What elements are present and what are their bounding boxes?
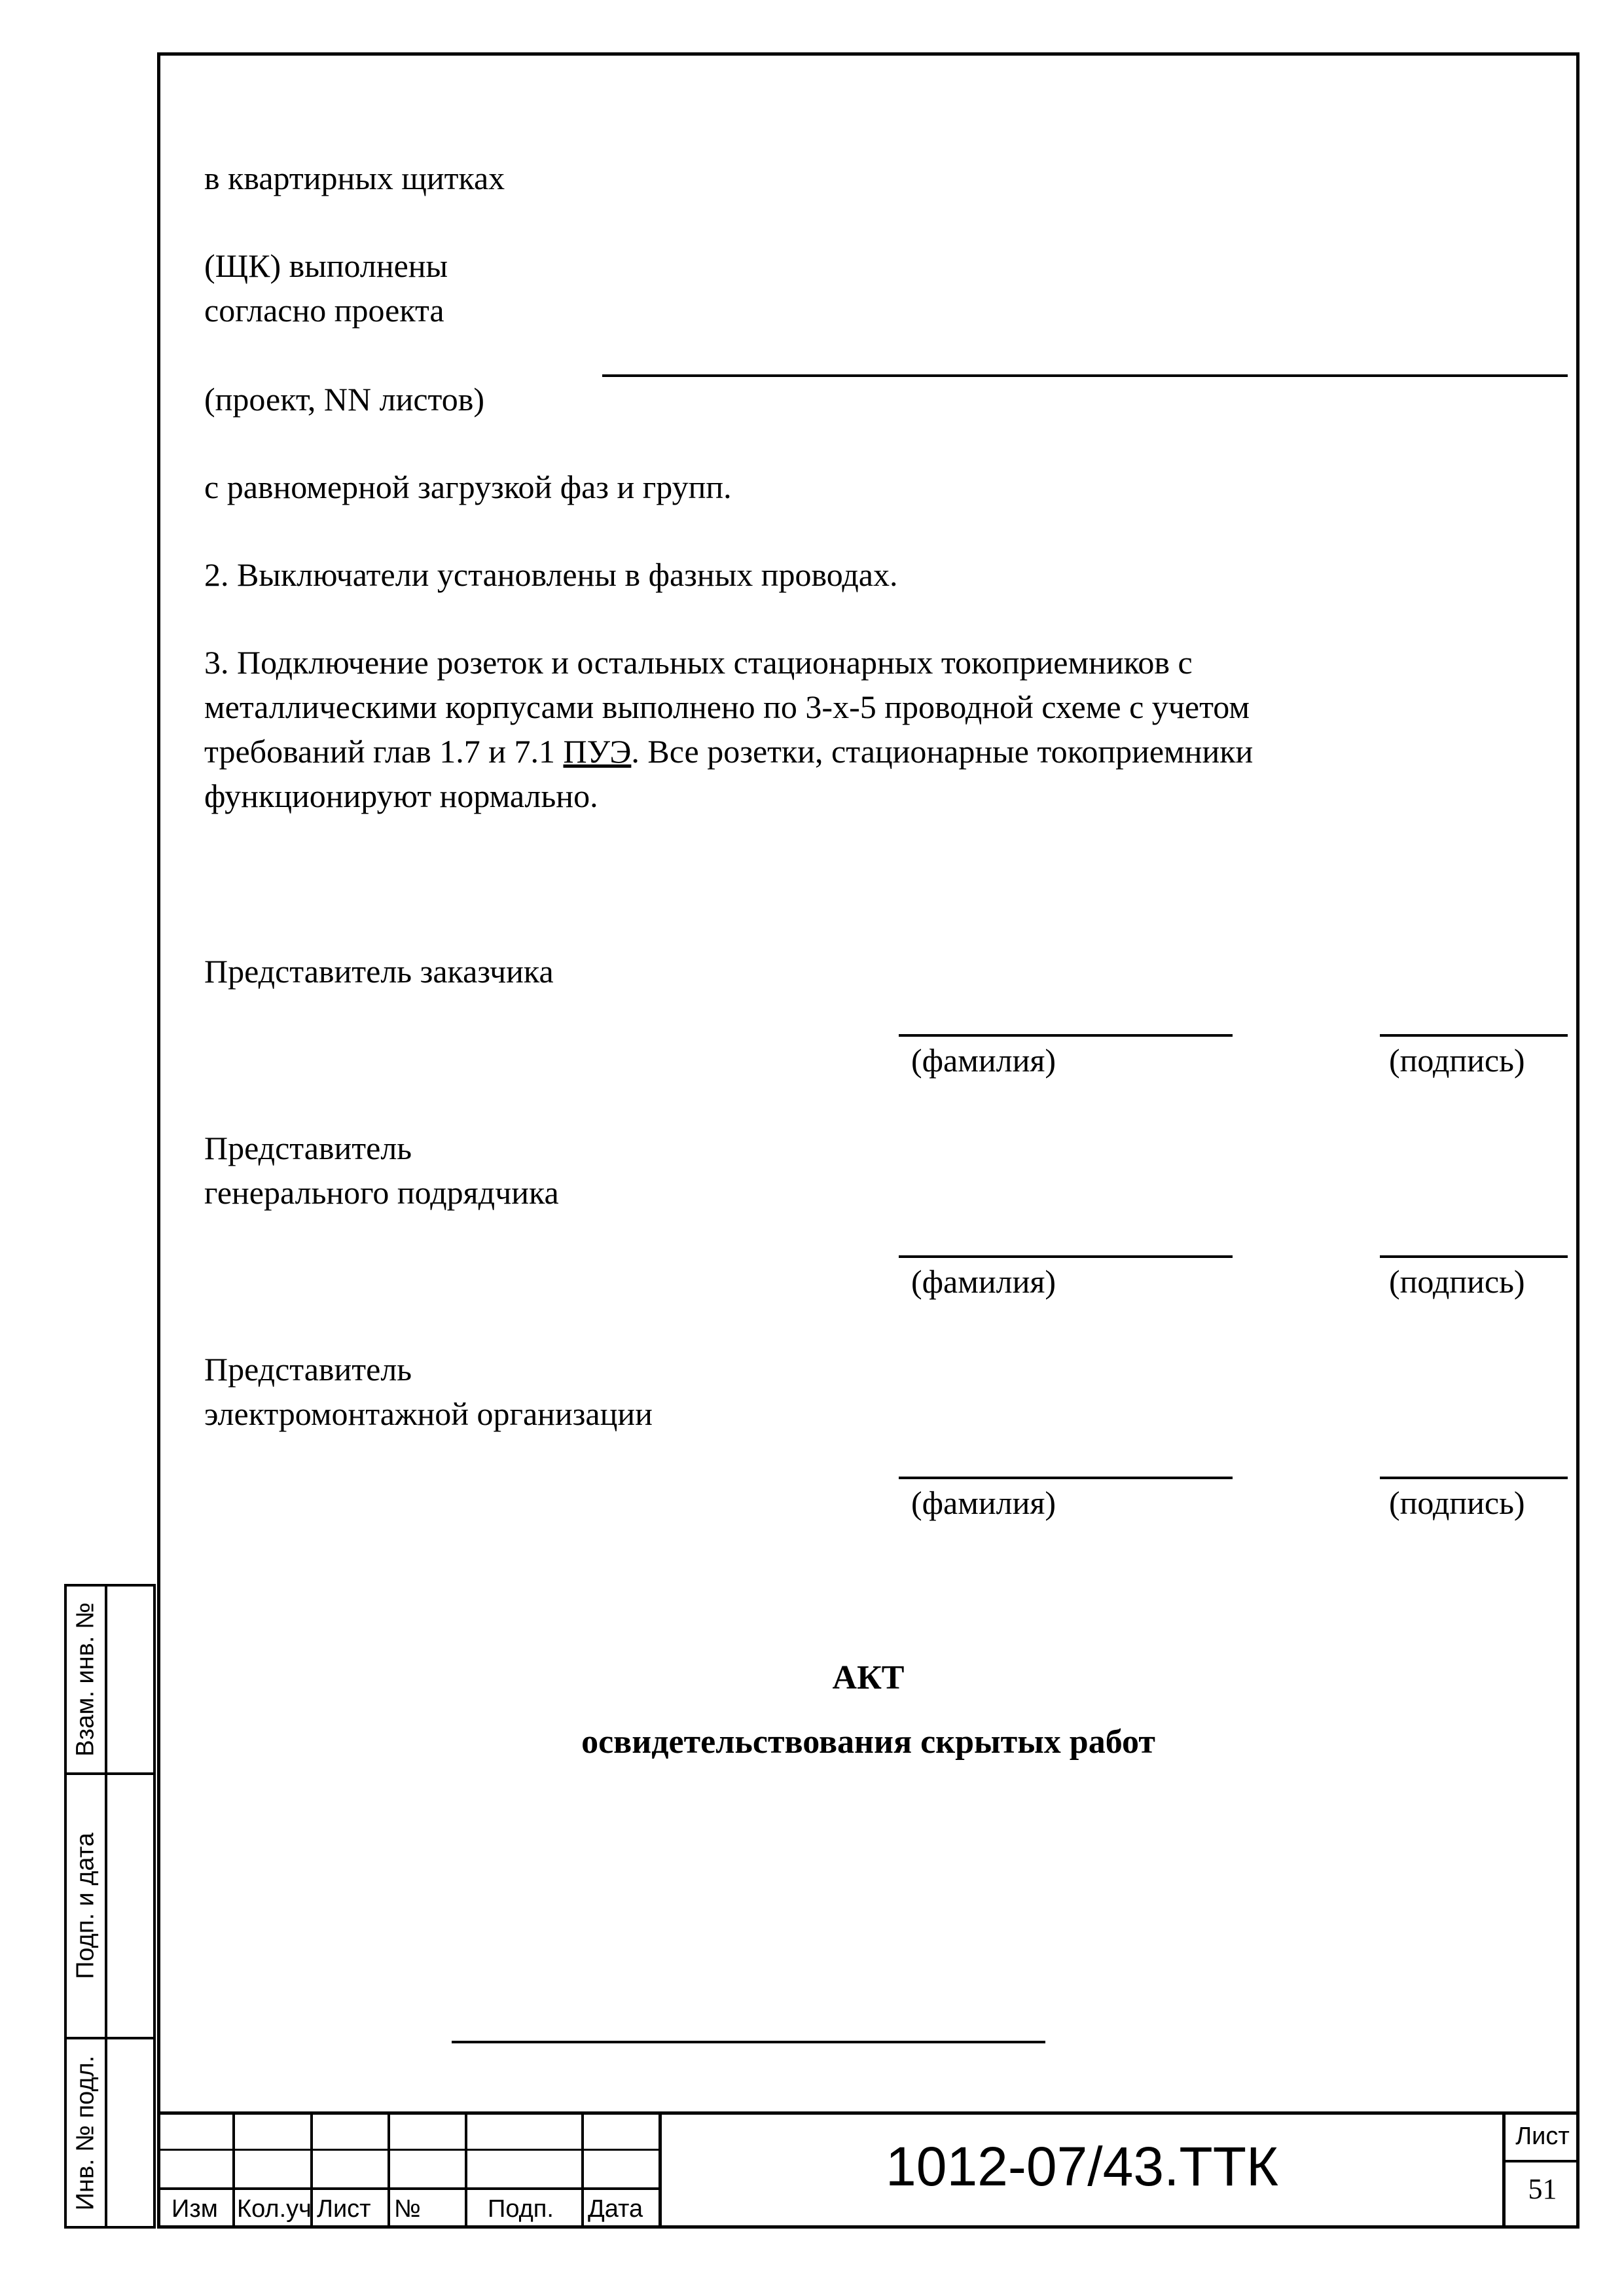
signature-line-1 [1380, 1034, 1568, 1037]
title-block-col-line [465, 2111, 467, 2229]
pue-link[interactable]: ПУЭ [563, 733, 632, 770]
signature-role-contractor-l1: Представитель [204, 1130, 412, 1166]
side-stamp-inv-original [64, 2037, 156, 2229]
title-block-col-podp: Подп. [488, 2195, 554, 2223]
act-subtitle: освидетельствования скрытых работ [581, 1723, 1155, 1761]
signature-caption-2: (подпись) [1389, 1263, 1525, 1300]
body-text-p2b: согласно проекта [204, 292, 444, 329]
body-text-p6-line1: 3. Подключение розеток и остальных стационарных токоприемников с [204, 644, 1193, 681]
title-block-sheet-divider [1502, 2160, 1579, 2162]
title-block-col-date: Дата [588, 2195, 643, 2223]
signature-role-electrical-l2: электромонтажной организации [204, 1395, 653, 1432]
body-text-p2a: (ЩК) выполнены [204, 247, 448, 284]
title-block-col-line [388, 2111, 390, 2229]
body-text-p6-line4: функционируют нормально. [204, 778, 598, 814]
title-block-top-border [157, 2111, 1579, 2115]
surname-caption-1: (фамилия) [911, 1042, 1056, 1079]
signature-caption-1: (подпись) [1389, 1042, 1525, 1079]
title-block-col-line [232, 2111, 235, 2229]
side-label-inv-original: Инв. № подл. [71, 2055, 99, 2210]
body-text-p6-line2: металлическими корпусами выполнено по 3-х-5 проводной схеме с учетом [204, 689, 1250, 725]
act-fill-line [452, 2041, 1045, 2043]
body-text-p3: (проект, NN листов) [204, 381, 485, 418]
signature-role-electrical-l1: Представитель [204, 1351, 412, 1388]
title-block-col-list: Лист [317, 2195, 371, 2223]
title-block-col-num: № [394, 2195, 421, 2223]
project-fill-line [602, 374, 1568, 377]
surname-caption-3: (фамилия) [911, 1484, 1056, 1521]
title-block-col-izm: Изм [171, 2195, 218, 2223]
body-text-p5: 2. Выключатели установлены в фазных проводах. [204, 556, 898, 593]
title-block-col-line [581, 2111, 584, 2229]
body-text-p4: с равномерной загрузкой фаз и групп. [204, 469, 732, 505]
surname-caption-2: (фамилия) [911, 1263, 1056, 1300]
side-stamp-inv-replace [64, 1584, 156, 1775]
side-label-inv-replace: Взам. инв. № [71, 1602, 99, 1757]
surname-line-1 [899, 1034, 1233, 1037]
signature-line-3 [1380, 1477, 1568, 1479]
signature-caption-3: (подпись) [1389, 1484, 1525, 1521]
surname-line-3 [899, 1477, 1233, 1479]
act-title: АКТ [832, 1659, 905, 1696]
body-text-p6-line3: требований глав 1.7 и 7.1 ПУЭ. Все розетки, стационарные токоприемники [204, 733, 1254, 770]
signature-line-2 [1380, 1255, 1568, 1258]
side-label-sign-date: Подп. и дата [71, 1833, 99, 1979]
signature-role-customer: Представитель заказчика [204, 953, 554, 990]
body-text-p1: в квартирных щитках [204, 160, 505, 196]
document-code: 1012-07/43.ТТК [886, 2136, 1278, 2197]
sheet-number: 51 [1528, 2173, 1557, 2205]
sheet-label: Лист [1515, 2123, 1570, 2150]
signature-role-contractor-l2: генерального подрядчика [204, 1174, 559, 1211]
title-block-col-kol: Кол.уч [237, 2195, 312, 2223]
side-stamp-sign-date [64, 1772, 156, 2039]
surname-line-2 [899, 1255, 1233, 1258]
